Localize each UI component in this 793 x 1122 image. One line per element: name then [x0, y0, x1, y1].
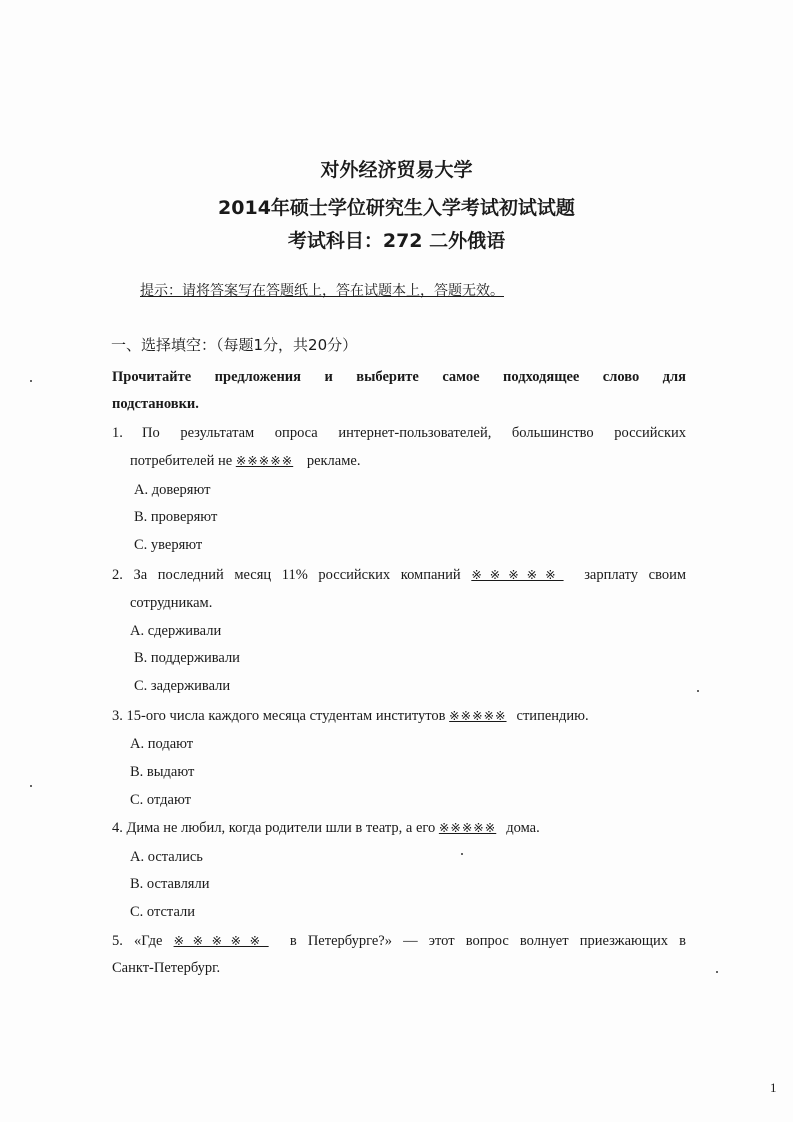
question-text: «Где	[134, 933, 163, 949]
scan-speck	[461, 853, 463, 855]
scan-speck	[30, 785, 32, 787]
question-text: потребителей не	[130, 453, 233, 469]
question-number: 3.	[112, 708, 123, 724]
question-text: дома.	[506, 820, 540, 836]
question-2-text	[112, 566, 686, 584]
answer-blank: ※※※※※	[471, 568, 564, 582]
section-title: 一、选择填空：（每题1分，共20分）	[111, 336, 358, 354]
answer-blank: ※※※※※	[173, 934, 269, 948]
question-number: 1.	[112, 425, 123, 441]
question-2-text-cont: сотрудникам.	[130, 595, 213, 611]
option-b: В. выдают	[130, 764, 195, 780]
question-1-text-cont	[130, 452, 360, 470]
option-a: А. доверяют	[134, 482, 211, 498]
exam-title: 2014年硕士学位研究生入学考试初试试题	[218, 197, 575, 219]
section-instruction-cont: подстановки.	[112, 396, 199, 412]
option-c: С. отстали	[130, 904, 196, 920]
question-text: Дима не любил, когда родители шли в театр, а его	[126, 820, 436, 836]
page-number: 1	[770, 1080, 777, 1095]
question-5-text-cont: Санкт-Петербург.	[112, 960, 221, 976]
question-text: рекламе.	[306, 453, 361, 469]
question-text: стипендию.	[516, 708, 589, 724]
option-c: С. задерживали	[134, 678, 231, 694]
university-name: 对外经济贸易大学	[320, 159, 473, 181]
option-b: В. оставляли	[130, 876, 210, 892]
question-5-text	[112, 932, 686, 950]
question-text: в Петербурге?» — этот вопрос волнует приезжающих в	[289, 933, 687, 949]
scan-speck	[30, 380, 32, 382]
question-text: За последний месяц 11% российских компаний	[133, 567, 461, 583]
question-number: 4.	[112, 820, 123, 836]
option-a: А. сдерживали	[130, 623, 222, 639]
hint-text: 提示：请将答案写在答题纸上，答在试题本上，答题无效。	[140, 283, 504, 299]
option-b: В. проверяют	[134, 509, 218, 525]
section-instruction: Прочитайте предложения и выберите самое подходящее слово для	[112, 369, 686, 385]
question-text: зарплату своим	[584, 567, 687, 583]
option-c: С. уверяют	[134, 537, 203, 553]
answer-blank: ※※※※※	[235, 454, 294, 468]
question-4-text	[112, 819, 540, 837]
question-number: 2.	[112, 567, 123, 583]
question-number: 5.	[112, 933, 123, 949]
option-c: С. отдают	[130, 792, 191, 808]
option-a: А. остались	[130, 849, 203, 865]
scan-speck	[697, 690, 699, 692]
option-b: В. поддерживали	[134, 650, 240, 666]
exam-subject: 考试科目：272 二外俄语	[287, 230, 506, 252]
answer-blank: ※※※※※	[438, 821, 497, 835]
answer-blank: ※※※※※	[449, 709, 507, 723]
option-a: А. подают	[130, 736, 194, 752]
question-1-text: По результатам опроса интернет-пользователей, большинство российских	[142, 425, 686, 441]
scan-speck	[716, 971, 718, 973]
question-text: 15-ого числа каждого месяца студентам институтов	[126, 708, 446, 724]
question-3-text	[112, 707, 589, 725]
